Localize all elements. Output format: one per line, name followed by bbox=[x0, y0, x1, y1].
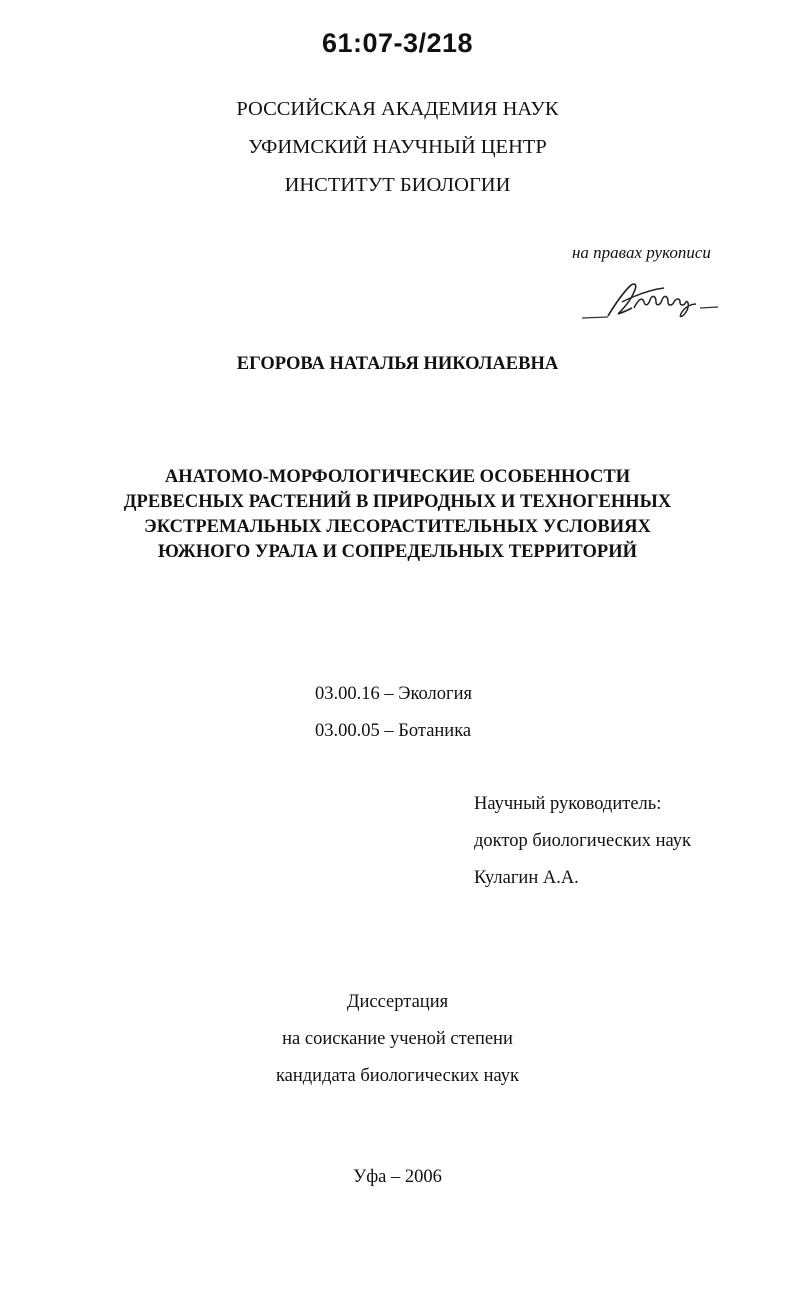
title-line: ЭКСТРЕМАЛЬНЫХ ЛЕСОРАСТИТЕЛЬНЫХ УСЛОВИЯХ bbox=[144, 517, 651, 537]
organization-line: УФИМСКИЙ НАУЧНЫЙ ЦЕНТР bbox=[248, 136, 547, 158]
catalog-number: 61:07-3/218 bbox=[321, 28, 474, 58]
dissertation-degree-block bbox=[0, 984, 795, 1095]
title-line: АНАТОМО-МОРФОЛОГИЧЕСКИЕ ОСОБЕННОСТИ bbox=[164, 467, 631, 487]
organization-line: РОССИЙСКАЯ АКАДЕМИЯ НАУК bbox=[236, 98, 559, 120]
rights-note: на правах рукописи bbox=[572, 243, 711, 262]
specialty-line: 03.00.05 – Ботаника bbox=[315, 721, 472, 741]
supervisor-name: Кулагин А.А. bbox=[474, 868, 579, 888]
city-year: Уфа – 2006 bbox=[353, 1167, 442, 1187]
dissertation-line: кандидата биологических наук bbox=[275, 1066, 520, 1086]
handwritten-signature bbox=[578, 276, 738, 324]
supervisor-degree: доктор биологических наук bbox=[474, 831, 692, 851]
dissertation-line: Диссертация bbox=[346, 992, 449, 1012]
organization-block bbox=[0, 90, 795, 204]
dissertation-line: на соискание ученой степени bbox=[282, 1029, 513, 1049]
dissertation-title bbox=[0, 465, 795, 565]
supervisor-block bbox=[474, 786, 691, 897]
author-name: ЕГОРОВА НАТАЛЬЯ НИКОЛАЕВНА bbox=[236, 354, 559, 374]
specialties-block bbox=[315, 676, 472, 750]
organization-line: ИНСТИТУТ БИОЛОГИИ bbox=[284, 174, 511, 196]
supervisor-label: Научный руководитель: bbox=[474, 794, 662, 814]
title-line: ДРЕВЕСНЫХ РАСТЕНИЙ В ПРИРОДНЫХ И ТЕХНОГЕННЫХ bbox=[123, 492, 672, 512]
title-line: ЮЖНОГО УРАЛА И СОПРЕДЕЛЬНЫХ ТЕРРИТОРИЙ bbox=[158, 542, 637, 562]
specialty-line: 03.00.16 – Экология bbox=[315, 684, 472, 704]
